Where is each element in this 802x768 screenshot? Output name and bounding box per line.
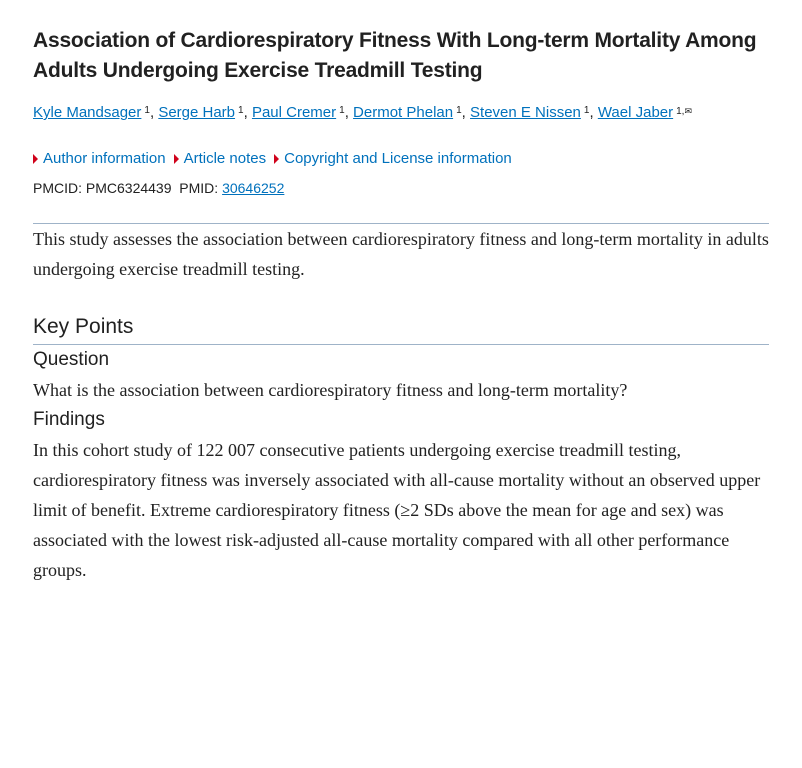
author-information-toggle[interactable] xyxy=(33,149,166,169)
pmid-link[interactable]: 30646252 xyxy=(222,180,285,196)
triangle-right-icon xyxy=(174,154,179,164)
author-link[interactable]: Kyle Mandsager xyxy=(33,104,142,121)
author-affiliation: 1 xyxy=(339,105,345,116)
findings-heading: Findings xyxy=(33,409,105,430)
abstract-summary: This study assesses the association between cardiorespiratory fitness and long-term mortality in adults undergoing exercise treadmill testing. xyxy=(33,229,769,279)
author-separator: , xyxy=(344,104,354,121)
author-separator: , xyxy=(149,104,159,121)
author-list xyxy=(33,103,769,124)
pmid-label: PMID: xyxy=(179,180,219,196)
author-affiliation-number: 1, xyxy=(676,106,685,117)
envelope-icon[interactable]: ✉ xyxy=(684,106,693,116)
findings-text: In this cohort study of 122 007 consecutive patients undergoing exercise treadmill testing, cardiorespiratory fitness was inversely associated with all-cause mortality without an observed upper limit of benefit. Extreme cardiorespiratory fitness (≥2 SDs above the mean for age and sex) was associated with the lowest risk-adjusted all-cause mortality compared with all other performance groups. xyxy=(33,440,761,580)
copyright-license-toggle[interactable] xyxy=(274,149,512,169)
author-separator: , xyxy=(589,104,598,121)
author-link[interactable]: Serge Harb xyxy=(158,104,236,121)
article-notes-toggle[interactable] xyxy=(174,149,267,169)
question-text: What is the association between cardiorespiratory fitness and long-term mortality? xyxy=(33,380,628,400)
article-meta-links xyxy=(33,149,769,169)
author-affiliation xyxy=(676,106,692,117)
article-title: Association of Cardiorespiratory Fitness With Long-term Mortality Among Adults Undergoing Exercise Treadmill Testing xyxy=(33,29,757,82)
author-link[interactable]: Wael Jaber xyxy=(597,104,674,121)
triangle-right-icon xyxy=(274,154,279,164)
meta-link-label: Copyright and License information xyxy=(284,150,512,167)
author-separator: , xyxy=(461,104,471,121)
author-link[interactable]: Dermot Phelan xyxy=(353,104,454,121)
article-identifiers xyxy=(33,178,769,198)
author-link[interactable]: Steven E Nissen xyxy=(470,104,581,121)
author-affiliation: 1 xyxy=(456,105,462,116)
triangle-right-icon xyxy=(33,154,38,164)
author-affiliation: 1 xyxy=(238,105,244,116)
meta-link-label: Article notes xyxy=(183,150,267,167)
question-heading: Question xyxy=(33,349,110,370)
author-separator: , xyxy=(243,104,252,121)
pmcid: PMCID: PMC6324439 xyxy=(33,180,172,196)
author-link[interactable]: Paul Cremer xyxy=(251,104,337,121)
author-affiliation: 1 xyxy=(583,105,590,116)
key-points-heading: Key Points xyxy=(33,312,769,345)
meta-link-label: Author information xyxy=(43,150,166,167)
author-affiliation: 1 xyxy=(144,105,150,116)
